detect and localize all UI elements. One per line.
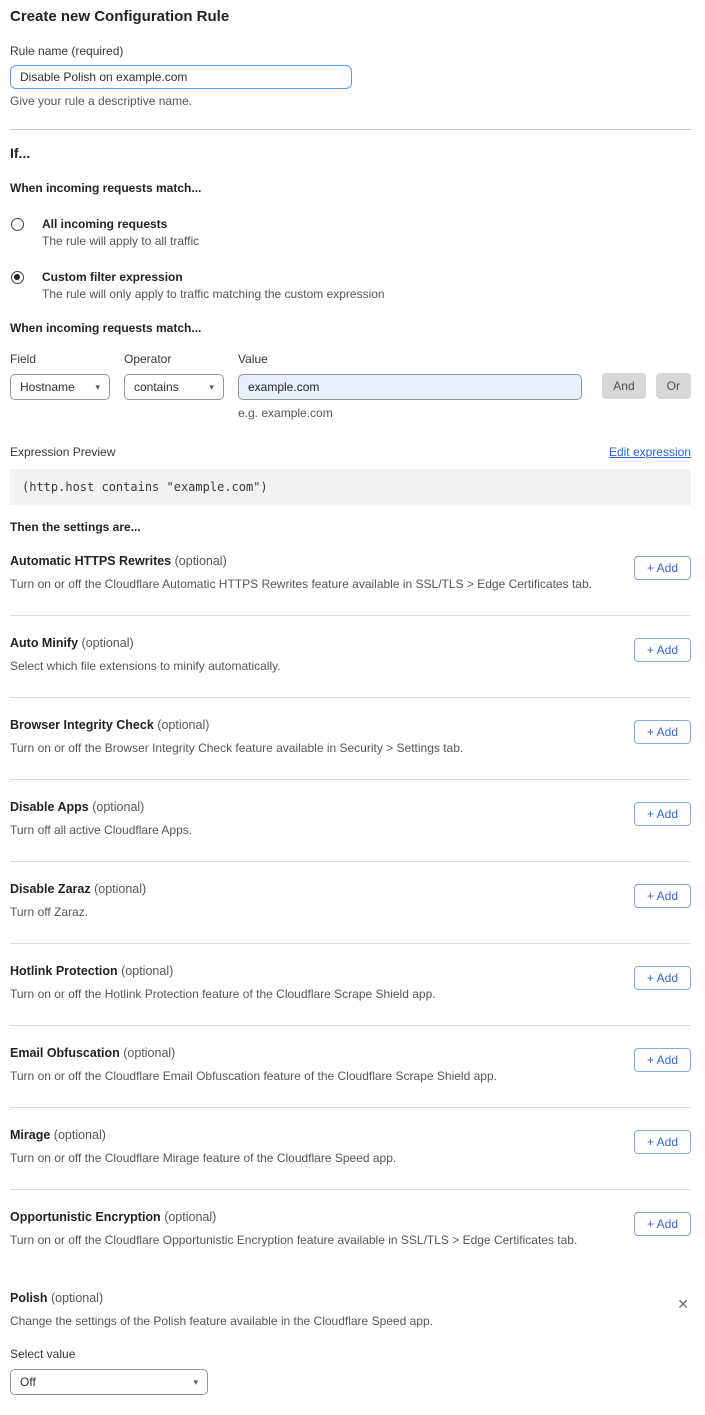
field-label: Field (10, 352, 37, 366)
setting-name: Email Obfuscation (10, 1046, 120, 1060)
polish-select-current-value: Off (20, 1375, 36, 1389)
setting-optional-tag: (optional) (164, 1210, 217, 1224)
polish-select-value-label: Select value (10, 1347, 76, 1361)
setting-name: Opportunistic Encryption (10, 1210, 161, 1224)
radio-option-description: The rule will only apply to traffic matching the custom expression (42, 287, 385, 301)
edit-expression-link[interactable]: Edit expression (608, 445, 691, 459)
setting-info (10, 1210, 577, 1247)
setting-row (10, 616, 691, 698)
setting-description: Turn on or off the Cloudflare Mirage feature of the Cloudflare Speed app. (10, 1151, 397, 1165)
setting-row (10, 1190, 691, 1271)
rule-name-input[interactable] (10, 65, 352, 89)
add-setting-button[interactable]: + Add (634, 1048, 691, 1072)
or-button[interactable]: Or (656, 373, 691, 399)
setting-info (10, 718, 463, 755)
setting-title (10, 1046, 497, 1060)
setting-info (10, 964, 436, 1001)
add-setting-button[interactable]: + Add (634, 1130, 691, 1154)
setting-title (10, 636, 281, 650)
setting-name: Browser Integrity Check (10, 718, 154, 732)
rule-name-group (10, 44, 691, 108)
setting-optional-tag: (optional) (53, 1128, 106, 1142)
radio-button-icon[interactable] (11, 218, 24, 231)
setting-optional-tag: (optional) (51, 1291, 104, 1305)
operator-select-value: contains (134, 380, 179, 394)
setting-info (10, 882, 146, 919)
chevron-down-icon: ▾ (209, 381, 214, 392)
close-icon[interactable]: ✕ (677, 1296, 689, 1312)
setting-row (10, 944, 691, 1026)
page-title: Create new Configuration Rule (10, 8, 230, 25)
setting-row (10, 1108, 691, 1190)
radio-option-all-incoming-requests[interactable] (10, 217, 691, 248)
setting-optional-tag: (optional) (123, 1046, 176, 1060)
setting-row (10, 862, 691, 944)
add-setting-button[interactable]: + Add (634, 556, 691, 580)
section-divider (10, 129, 691, 130)
setting-name: Hotlink Protection (10, 964, 118, 978)
radio-option-description: The rule will apply to all traffic (42, 234, 200, 248)
setting-description: Turn on or off the Hotlink Protection feature of the Cloudflare Scrape Shield app. (10, 987, 436, 1001)
rule-name-label: Rule name (required) (10, 44, 124, 58)
setting-info (10, 1046, 497, 1083)
setting-description: Turn on or off the Cloudflare Opportunistic Encryption feature available in SSL/TLS > Edge Certificates tab. (10, 1233, 578, 1247)
setting-title (10, 800, 192, 814)
expression-builder-heading: When incoming requests match... (10, 321, 202, 335)
setting-title (10, 1128, 396, 1142)
incoming-requests-match-label: When incoming requests match... (10, 181, 202, 195)
setting-row (10, 780, 691, 862)
polish-value-select[interactable] (10, 1369, 208, 1395)
radio-button-icon[interactable] (11, 271, 24, 284)
setting-optional-tag: (optional) (94, 882, 147, 896)
setting-description: Turn off all active Cloudflare Apps. (10, 823, 193, 837)
radio-option-custom-filter-expression[interactable] (10, 270, 691, 301)
setting-name: Disable Apps (10, 800, 89, 814)
operator-column (124, 352, 224, 400)
setting-info (10, 800, 192, 837)
setting-name: Polish (10, 1291, 48, 1305)
setting-title (10, 964, 436, 978)
expression-preview-label: Expression Preview (10, 445, 116, 459)
setting-title (10, 554, 592, 568)
add-setting-button[interactable]: + Add (634, 802, 691, 826)
rule-name-helper: Give your rule a descriptive name. (10, 94, 193, 108)
setting-name: Mirage (10, 1128, 51, 1142)
settings-list (10, 534, 691, 1271)
setting-name: Disable Zaraz (10, 882, 91, 896)
setting-row (10, 534, 691, 616)
and-button[interactable]: And (602, 373, 645, 399)
field-select[interactable] (10, 374, 110, 400)
add-setting-button[interactable]: + Add (634, 966, 691, 990)
expression-builder-row (10, 352, 691, 420)
setting-row-polish (10, 1271, 691, 1399)
setting-description: Select which file extensions to minify automatically. (10, 659, 281, 673)
radio-option-text (42, 217, 199, 248)
expression-preview-header (10, 445, 691, 459)
if-heading: If... (10, 145, 31, 161)
setting-name: Auto Minify (10, 636, 79, 650)
setting-title (10, 882, 146, 896)
value-label: Value (238, 352, 268, 366)
setting-row (10, 698, 691, 780)
add-setting-button[interactable]: + Add (634, 720, 691, 744)
chevron-down-icon: ▾ (193, 1376, 198, 1387)
setting-description: Turn off Zaraz. (10, 905, 89, 919)
add-setting-button[interactable]: + Add (634, 1212, 691, 1236)
setting-optional-tag: (optional) (174, 554, 227, 568)
value-helper: e.g. example.com (238, 406, 333, 420)
operator-select[interactable] (124, 374, 224, 400)
setting-title (10, 1291, 433, 1305)
radio-option-text (42, 270, 385, 301)
setting-info (10, 1128, 396, 1165)
setting-description: Turn on or off the Cloudflare Automatic HTTPS Rewrites feature available in SSL/TLS > Edge Certificates tab. (10, 577, 592, 591)
setting-info (10, 554, 592, 591)
setting-description: Turn on or off the Cloudflare Email Obfuscation feature of the Cloudflare Scrape Shield app. (10, 1069, 497, 1083)
value-input[interactable] (238, 374, 582, 400)
field-column (10, 352, 110, 400)
chevron-down-icon: ▾ (95, 381, 100, 392)
settings-heading: Then the settings are... (10, 520, 141, 534)
operator-label: Operator (124, 352, 172, 366)
setting-info (10, 636, 281, 673)
add-setting-button[interactable]: + Add (634, 638, 691, 662)
setting-optional-tag: (optional) (157, 718, 210, 732)
radio-option-label: Custom filter expression (42, 270, 183, 284)
value-column (238, 352, 582, 420)
setting-row (10, 1026, 691, 1108)
setting-description: Turn on or off the Browser Integrity Check feature available in Security > Settings tab. (10, 741, 464, 755)
add-setting-button[interactable]: + Add (634, 884, 691, 908)
setting-title (10, 718, 463, 732)
setting-optional-tag: (optional) (121, 964, 174, 978)
setting-optional-tag: (optional) (81, 636, 134, 650)
setting-info (10, 1291, 433, 1395)
expression-preview-code: (http.host contains "example.com") (10, 469, 691, 505)
setting-title (10, 1210, 577, 1224)
setting-optional-tag: (optional) (92, 800, 145, 814)
setting-name: Automatic HTTPS Rewrites (10, 554, 172, 568)
field-select-value: Hostname (20, 380, 75, 394)
radio-option-label: All incoming requests (42, 217, 168, 231)
setting-description: Change the settings of the Polish feature available in the Cloudflare Speed app. (10, 1314, 433, 1328)
